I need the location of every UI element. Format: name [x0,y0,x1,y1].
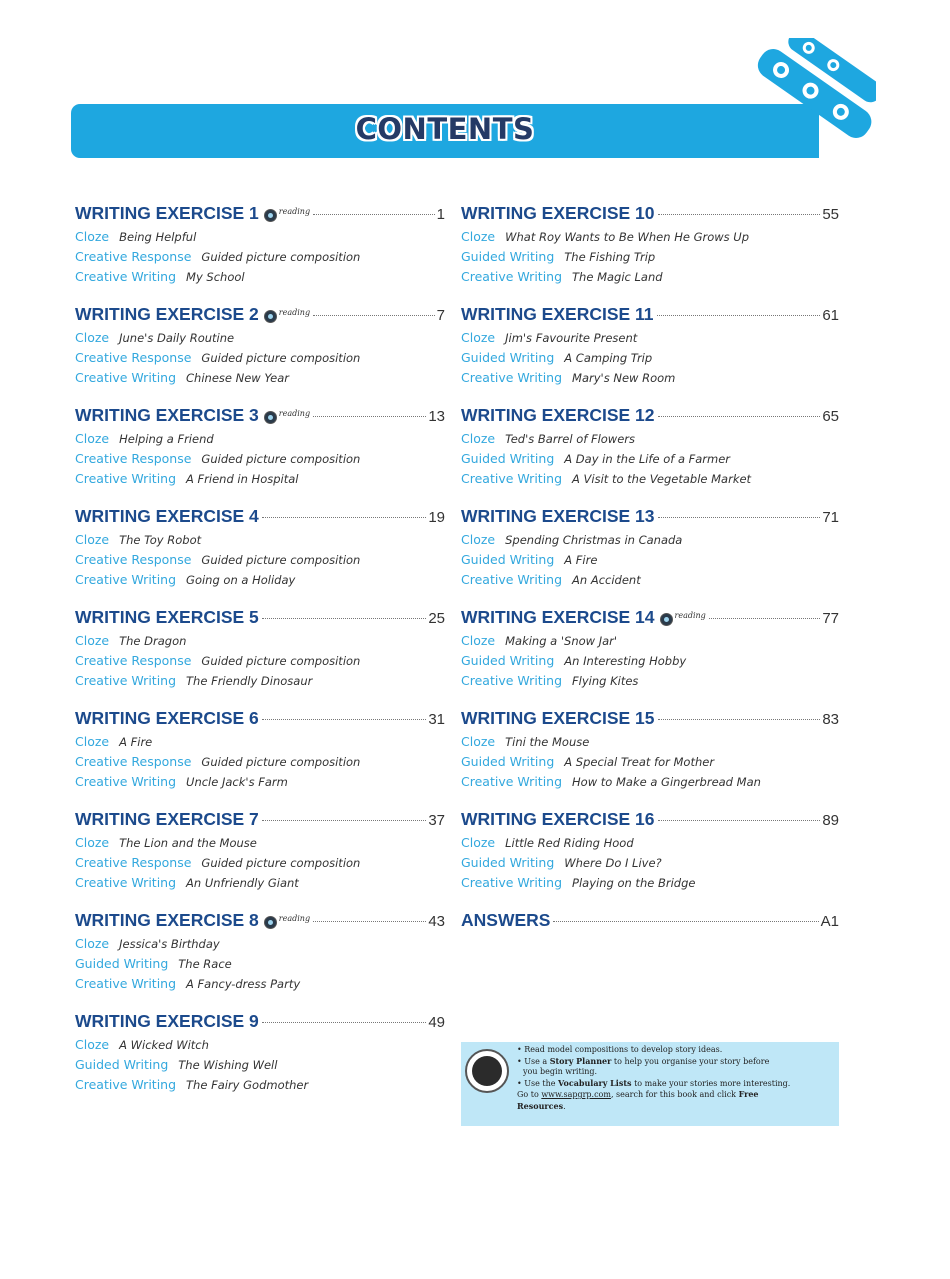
section-line [75,348,445,368]
section-title: How to Make a Gingerbread Man [572,775,761,789]
page-number: 7 [436,307,445,324]
contents-entry-heading[interactable] [461,506,839,530]
section-line [75,368,445,388]
reading-badge [264,307,311,323]
page-number: 37 [428,812,445,829]
contents-entry-heading[interactable] [461,708,839,732]
contents-entry-heading[interactable] [75,910,445,934]
section-title: The Dragon [119,634,187,648]
section-title: Going on a Holiday [186,573,296,587]
contents-entry-heading[interactable] [75,506,445,530]
dot-leader [658,516,821,518]
section-line [461,227,839,247]
section-title: Chinese New Year [186,371,289,385]
dot-leader [657,314,821,316]
section-title: A Fire [119,735,153,749]
section-category: Creative Writing [75,875,177,890]
reading-label: reading [278,408,311,418]
section-title: Jim's Favourite Present [505,331,638,345]
section-title: Mary's New Room [572,371,676,385]
contents-entry-heading[interactable] [461,809,839,833]
contents-entry-heading[interactable] [75,809,445,833]
tip-box [461,1042,839,1126]
section-category: Creative Response [75,552,192,567]
section-line [75,1035,445,1055]
exercise-title: WRITING EXERCISE 5 [75,607,259,627]
exercise-title: WRITING EXERCISE 3 [75,405,259,425]
page-number: 13 [428,408,445,425]
section-title: Little Red Riding Hood [505,836,634,850]
contents-entry-heading[interactable] [75,405,445,429]
dot-leader [262,516,427,518]
reading-label: reading [278,206,311,216]
section-line [461,631,839,651]
section-title: A Friend in Hospital [186,472,299,486]
section-category: Cloze [75,330,110,345]
section-category: Cloze [75,532,110,547]
section-category: Cloze [75,835,110,850]
reading-badge [264,206,311,222]
section-category: Cloze [461,734,496,749]
section-line [461,873,839,893]
exercise-title: WRITING EXERCISE 1 [75,203,259,223]
section-category: Creative Response [75,653,192,668]
section-title: The Race [178,957,232,971]
section-category: Creative Writing [461,471,563,486]
section-category: Creative Writing [75,1077,177,1092]
section-title: The Fishing Trip [564,250,656,264]
tip-line: Resources. [517,1100,566,1111]
section-line [461,772,839,792]
section-line [75,752,445,772]
section-line [461,267,839,287]
section-title: Guided picture composition [201,553,361,567]
section-category: Creative Response [75,855,192,870]
section-line [75,651,445,671]
section-title: A Fire [564,553,598,567]
section-category: Creative Writing [75,269,177,284]
contents-entry [75,203,445,287]
section-title: A Day in the Life of a Farmer [564,452,731,466]
exercise-title: WRITING EXERCISE 13 [461,506,655,526]
section-title: A Visit to the Vegetable Market [572,472,752,486]
exercise-title: WRITING EXERCISE 9 [75,1011,259,1031]
section-line [75,853,445,873]
section-category: Cloze [461,229,496,244]
section-title: The Friendly Dinosaur [186,674,313,688]
page-number: 55 [822,206,839,223]
contents-entry [461,304,839,388]
contents-entry-heading[interactable] [75,203,445,227]
contents-entry-heading[interactable] [461,203,839,227]
section-title: Guided picture composition [201,856,361,870]
section-title: Uncle Jack's Farm [186,775,288,789]
reading-badge [264,913,311,929]
section-line [75,570,445,590]
page-number: 25 [428,610,445,627]
section-line [75,469,445,489]
section-category: Creative Response [75,451,192,466]
website-link[interactable]: www.sapgrp.com [541,1090,611,1099]
reading-label: reading [278,913,311,923]
section-title: A Fancy-dress Party [186,977,301,991]
contents-entry [75,607,445,691]
section-title: Guided picture composition [201,452,361,466]
section-line [75,934,445,954]
section-category: Creative Writing [75,572,177,587]
contents-entry-heading[interactable] [461,304,839,328]
section-title: A Wicked Witch [119,1038,209,1052]
section-line [461,429,839,449]
page-number: 31 [428,711,445,728]
tip-line: you begin writing. [523,1067,598,1076]
keyboard-badge-icon [465,1049,509,1093]
tip-text [517,1045,835,1112]
section-title: A Special Treat for Mother [564,755,715,769]
section-title: Tini the Mouse [505,735,590,749]
contents-entry [75,1011,445,1095]
answers-title: ANSWERS [461,910,551,930]
section-category: Cloze [75,633,110,648]
contents-entry [461,708,839,792]
reading-icon [264,411,277,424]
section-title: Spending Christmas in Canada [505,533,683,547]
contents-entry-heading[interactable] [461,607,839,631]
section-line [461,570,839,590]
section-category: Guided Writing [461,249,555,264]
decorative-sticks-icon [748,38,876,160]
tip-line: • Read model compositions to develop story ideas. [517,1045,723,1054]
section-category: Cloze [461,633,496,648]
exercise-title: WRITING EXERCISE 4 [75,506,259,526]
page-number: 83 [822,711,839,728]
section-title: Guided picture composition [201,250,361,264]
tip-line: • Use a Story Planner to help you organise your story before [517,1055,770,1066]
section-title: Guided picture composition [201,351,361,365]
reading-icon [264,209,277,222]
section-title: An Unfriendly Giant [186,876,299,890]
dot-leader [658,718,821,720]
section-title: Making a 'Snow Jar' [505,634,618,648]
page-number: 19 [428,509,445,526]
contents-entry-heading[interactable] [75,607,445,631]
section-line [75,227,445,247]
section-category: Creative Writing [461,673,563,688]
dot-leader [658,819,821,821]
exercise-title: WRITING EXERCISE 6 [75,708,259,728]
contents-entry [75,910,445,994]
exercise-title: WRITING EXERCISE 2 [75,304,259,324]
section-title: The Fairy Godmother [186,1078,309,1092]
section-line [75,631,445,651]
exercise-title: WRITING EXERCISE 16 [461,809,655,829]
section-line [75,429,445,449]
contents-entry [461,203,839,287]
contents-entry-heading[interactable] [75,1011,445,1035]
contents-entry [75,405,445,489]
section-line [461,348,839,368]
section-category: Creative Writing [75,673,177,688]
section-line [461,328,839,348]
contents-entry [75,304,445,388]
page-title: CONTENTS [355,112,535,146]
section-title: Guided picture composition [201,654,361,668]
section-line [461,247,839,267]
reading-label: reading [674,610,706,620]
section-line [75,873,445,893]
dot-leader [313,314,435,316]
section-category: Creative Writing [75,370,177,385]
section-line [75,1055,445,1075]
contents-entry [75,506,445,590]
contents-right-column [461,203,839,951]
section-title: The Toy Robot [119,533,202,547]
contents-entry-heading[interactable] [75,708,445,732]
section-category: Cloze [75,431,110,446]
section-line [461,752,839,772]
section-title: Flying Kites [572,674,639,688]
section-line [75,732,445,752]
section-title: The Lion and the Mouse [119,836,257,850]
section-category: Creative Response [75,754,192,769]
section-title: An Accident [572,573,641,587]
section-title: June's Daily Routine [119,331,235,345]
dot-leader [709,617,821,619]
section-title: The Magic Land [572,270,663,284]
section-category: Cloze [461,330,496,345]
section-line [75,328,445,348]
section-category: Guided Writing [461,653,555,668]
section-category: Cloze [75,1037,110,1052]
section-line [75,772,445,792]
section-line [461,550,839,570]
contents-entry-heading[interactable] [75,304,445,328]
section-line [461,469,839,489]
section-category: Cloze [75,734,110,749]
section-line [75,833,445,853]
section-category: Creative Writing [461,370,563,385]
tip-line: Go to www.sapgrp.com, search for this book and click Free [517,1089,759,1099]
section-line [461,651,839,671]
section-title: Jessica's Birthday [119,937,220,951]
contents-entry [75,708,445,792]
dot-leader [313,415,426,417]
section-line [75,449,445,469]
contents-entry [461,405,839,489]
section-title: The Wishing Well [178,1058,278,1072]
page-number: 61 [822,307,839,324]
exercise-title: WRITING EXERCISE 11 [461,304,654,324]
page-number: 71 [822,509,839,526]
section-title: My School [186,270,245,284]
section-line [75,247,445,267]
section-line [75,267,445,287]
section-category: Guided Writing [461,855,555,870]
contents-entry [461,607,839,691]
contents-entry [461,506,839,590]
section-title: An Interesting Hobby [564,654,687,668]
section-title: Where Do I Live? [564,856,662,870]
contents-banner [71,104,819,158]
section-category: Cloze [461,431,496,446]
reading-badge [660,610,706,626]
section-title: Guided picture composition [201,755,361,769]
reading-icon [264,916,277,929]
section-category: Creative Writing [461,269,563,284]
dot-leader [658,415,821,417]
exercise-title: WRITING EXERCISE 14 [461,607,655,627]
section-category: Creative Writing [461,572,563,587]
dot-leader [313,213,435,215]
section-line [75,530,445,550]
contents-left-column [75,203,445,1112]
section-line [75,671,445,691]
dot-leader [262,1021,427,1023]
section-category: Creative Writing [75,976,177,991]
section-category: Cloze [461,532,496,547]
page-number: 1 [436,206,445,223]
page-number: 77 [822,610,839,627]
exercise-title: WRITING EXERCISE 12 [461,405,655,425]
page-number: 65 [822,408,839,425]
section-category: Creative Writing [461,774,563,789]
answers-entry [461,910,839,934]
exercise-title: WRITING EXERCISE 15 [461,708,655,728]
contents-entry [75,809,445,893]
section-title: Playing on the Bridge [572,876,696,890]
section-category: Creative Response [75,249,192,264]
section-line [461,449,839,469]
section-line [75,550,445,570]
section-category: Cloze [461,835,496,850]
section-title: What Roy Wants to Be When He Grows Up [505,230,750,244]
page-number: 49 [428,1014,445,1031]
dot-leader [553,920,818,922]
section-title: Helping a Friend [119,432,214,446]
reading-icon [660,613,673,626]
section-category: Guided Writing [461,552,555,567]
page-number: 89 [822,812,839,829]
section-category: Guided Writing [461,451,555,466]
section-line [461,833,839,853]
section-title: Ted's Barrel of Flowers [505,432,636,446]
contents-entry-heading[interactable] [461,405,839,429]
section-line [75,974,445,994]
section-category: Creative Writing [75,774,177,789]
section-category: Creative Response [75,350,192,365]
section-title: A Camping Trip [564,351,653,365]
section-category: Guided Writing [461,350,555,365]
section-line [461,671,839,691]
section-line [75,1075,445,1095]
reading-badge [264,408,311,424]
section-category: Creative Writing [75,471,177,486]
reading-icon [264,310,277,323]
page-number: A1 [820,913,839,930]
dot-leader [262,617,427,619]
section-title: Being Helpful [119,230,197,244]
dot-leader [658,213,821,215]
section-line [461,853,839,873]
exercise-title: WRITING EXERCISE 7 [75,809,259,829]
section-line [461,368,839,388]
exercise-title: WRITING EXERCISE 8 [75,910,259,930]
section-category: Guided Writing [461,754,555,769]
contents-entry [461,809,839,893]
section-category: Creative Writing [461,875,563,890]
dot-leader [313,920,426,922]
section-line [461,530,839,550]
section-category: Cloze [75,936,110,951]
section-line [75,954,445,974]
answers-heading[interactable] [461,910,839,934]
dot-leader [262,819,427,821]
exercise-title: WRITING EXERCISE 10 [461,203,655,223]
tip-line: • Use the Vocabulary Lists to make your stories more interesting. [517,1077,791,1088]
section-category: Cloze [75,229,110,244]
section-line [461,732,839,752]
section-category: Guided Writing [75,1057,169,1072]
page-number: 43 [428,913,445,930]
reading-label: reading [278,307,311,317]
section-category: Guided Writing [75,956,169,971]
dot-leader [262,718,427,720]
